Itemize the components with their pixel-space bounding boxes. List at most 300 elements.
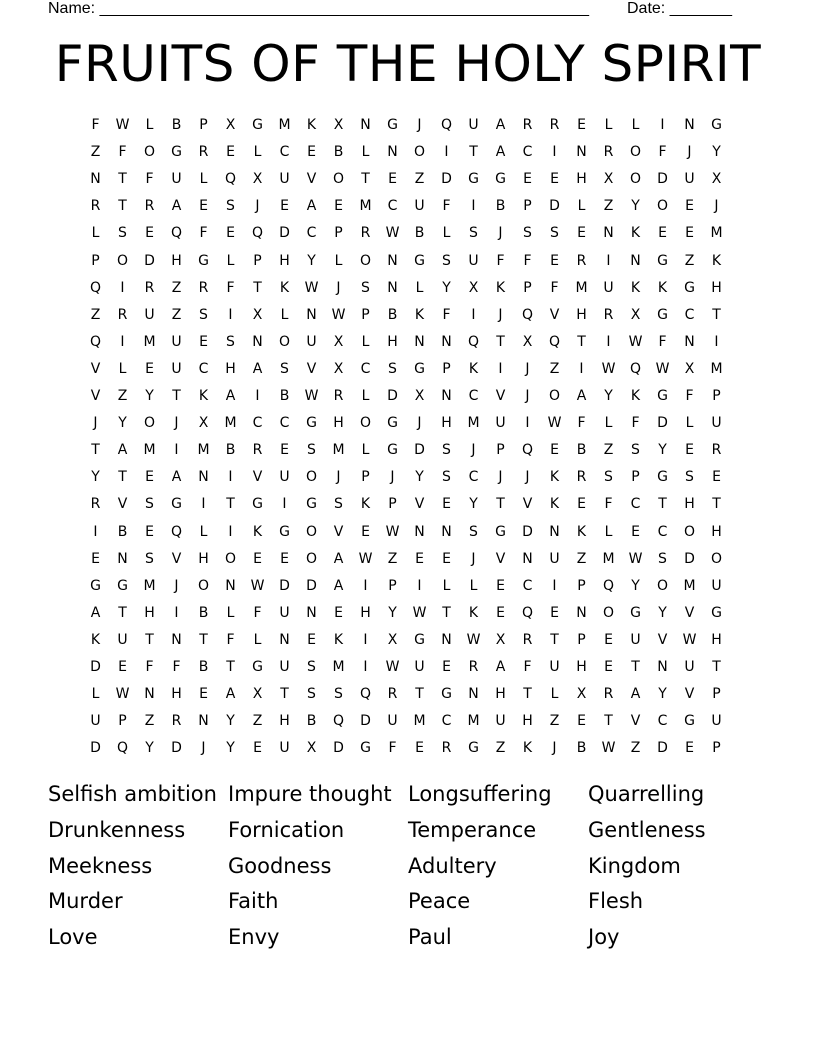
grid-letter[interactable]: L [550, 686, 560, 703]
grid-letter[interactable]: W [385, 225, 401, 242]
grid-letter[interactable]: B [576, 442, 588, 459]
grid-letter[interactable]: P [334, 225, 344, 242]
grid-letter[interactable]: Y [226, 740, 236, 757]
grid-letter[interactable]: I [363, 631, 369, 648]
grid-letter[interactable]: V [90, 388, 102, 404]
grid-letter[interactable]: B [225, 442, 237, 459]
grid-letter[interactable]: Z [549, 713, 561, 730]
grid-letter[interactable]: P [388, 496, 398, 513]
grid-letter[interactable]: G [117, 577, 129, 594]
grid-letter[interactable]: T [712, 659, 722, 675]
grid-letter[interactable]: K [711, 252, 723, 269]
grid-letter[interactable]: L [118, 360, 128, 377]
grid-letter[interactable]: B [306, 713, 318, 730]
grid-letter[interactable]: T [577, 333, 587, 350]
grid-letter[interactable]: H [171, 252, 183, 269]
grid-letter[interactable]: X [576, 686, 588, 703]
grid-letter[interactable]: U [630, 631, 642, 648]
grid-letter[interactable]: N [144, 686, 156, 703]
grid-letter[interactable]: R [522, 631, 534, 648]
grid-letter[interactable]: J [471, 550, 477, 567]
grid-letter[interactable]: K [468, 604, 480, 621]
grid-letter[interactable]: G [171, 496, 183, 513]
grid-letter[interactable]: E [685, 198, 695, 215]
grid-letter[interactable]: T [91, 442, 101, 459]
grid-letter[interactable]: I [120, 279, 126, 296]
grid-letter[interactable]: G [495, 171, 507, 188]
grid-letter[interactable]: L [415, 279, 425, 296]
grid-letter[interactable]: J [714, 198, 720, 215]
grid-letter[interactable]: R [144, 198, 156, 215]
grid-letter[interactable]: G [252, 496, 264, 513]
grid-letter[interactable]: I [174, 442, 180, 459]
grid-letter[interactable]: U [171, 333, 183, 350]
grid-letter[interactable]: U [171, 171, 183, 188]
grid-letter[interactable]: Q [521, 604, 535, 621]
grid-letter[interactable]: P [523, 198, 533, 215]
grid-letter[interactable]: Y [415, 469, 425, 486]
grid-letter[interactable]: Z [144, 713, 156, 730]
grid-letter[interactable]: E [415, 550, 425, 567]
grid-letter[interactable]: F [496, 252, 506, 269]
grid-letter[interactable]: U [90, 713, 102, 730]
grid-letter[interactable]: K [657, 279, 669, 296]
grid-letter[interactable]: N [441, 388, 453, 404]
grid-letter[interactable]: H [360, 604, 372, 621]
grid-letter[interactable]: C [684, 306, 696, 323]
grid-letter[interactable]: B [495, 198, 507, 215]
grid-letter[interactable]: L [226, 604, 236, 621]
grid-letter[interactable]: D [522, 523, 534, 540]
grid-letter[interactable]: F [577, 415, 587, 432]
grid-letter[interactable]: D [657, 415, 669, 432]
grid-letter[interactable]: M [332, 442, 346, 459]
grid-letter[interactable]: Z [603, 442, 615, 459]
grid-letter[interactable]: Q [116, 740, 130, 757]
grid-letter[interactable]: R [360, 225, 372, 242]
grid-letter[interactable]: P [361, 469, 371, 486]
grid-letter[interactable]: T [280, 686, 290, 703]
grid-letter[interactable]: S [469, 225, 479, 242]
grid-letter[interactable]: O [413, 144, 427, 161]
grid-letter[interactable]: F [604, 496, 614, 513]
grid-letter[interactable]: E [685, 225, 695, 242]
grid-letter[interactable]: K [630, 388, 642, 404]
grid-letter[interactable]: L [631, 117, 641, 133]
grid-letter[interactable]: Q [359, 686, 373, 703]
grid-letter[interactable]: M [332, 659, 346, 675]
grid-letter[interactable]: T [550, 631, 560, 648]
grid-letter[interactable]: T [145, 631, 155, 648]
grid-letter[interactable]: R [333, 388, 345, 404]
grid-letter[interactable]: M [143, 577, 157, 594]
grid-letter[interactable]: O [359, 252, 373, 269]
grid-letter[interactable]: N [657, 659, 669, 675]
grid-letter[interactable]: K [522, 740, 534, 757]
grid-letter[interactable]: W [682, 631, 698, 648]
grid-letter[interactable]: O [143, 415, 157, 432]
grid-letter[interactable]: F [523, 252, 533, 269]
grid-letter[interactable]: E [280, 442, 290, 459]
grid-letter[interactable]: X [333, 360, 345, 377]
grid-letter[interactable]: E [199, 333, 209, 350]
grid-letter[interactable]: H [144, 604, 156, 621]
grid-letter[interactable]: O [332, 171, 346, 188]
grid-letter[interactable]: G [252, 659, 264, 675]
grid-letter[interactable]: I [552, 144, 558, 161]
grid-letter[interactable]: T [226, 659, 236, 675]
grid-letter[interactable]: S [631, 442, 641, 459]
grid-letter[interactable]: N [306, 306, 318, 323]
grid-letter[interactable]: S [442, 442, 452, 459]
grid-letter[interactable]: Q [521, 306, 535, 323]
grid-letter[interactable]: K [630, 225, 642, 242]
grid-letter[interactable]: O [116, 252, 130, 269]
grid-letter[interactable]: C [387, 198, 399, 215]
grid-letter[interactable]: P [712, 388, 722, 404]
grid-letter[interactable]: W [601, 360, 617, 377]
grid-letter[interactable]: U [279, 659, 291, 675]
grid-letter[interactable]: P [523, 279, 533, 296]
grid-letter[interactable]: N [387, 279, 399, 296]
grid-letter[interactable]: P [118, 713, 128, 730]
grid-letter[interactable]: O [656, 577, 670, 594]
grid-letter[interactable]: Y [469, 496, 479, 513]
grid-letter[interactable]: C [657, 713, 669, 730]
grid-letter[interactable]: S [145, 550, 155, 567]
grid-letter[interactable]: F [388, 740, 398, 757]
grid-letter[interactable]: N [441, 523, 453, 540]
grid-letter[interactable]: K [414, 306, 426, 323]
grid-letter[interactable]: W [547, 415, 563, 432]
grid-letter[interactable]: O [305, 550, 319, 567]
grid-letter[interactable]: S [685, 469, 695, 486]
grid-letter[interactable]: Y [226, 713, 236, 730]
grid-letter[interactable]: S [307, 686, 317, 703]
grid-letter[interactable]: A [495, 659, 507, 675]
grid-letter[interactable]: Z [387, 550, 399, 567]
grid-letter[interactable]: R [711, 442, 723, 459]
grid-letter[interactable]: D [360, 713, 372, 730]
grid-letter[interactable]: V [684, 604, 696, 621]
grid-letter[interactable]: L [91, 225, 101, 242]
grid-letter[interactable]: W [601, 740, 617, 757]
grid-letter[interactable]: H [711, 631, 723, 648]
date-field[interactable]: Date: _______ [627, 0, 732, 17]
grid-letter[interactable]: P [631, 469, 641, 486]
grid-letter[interactable]: E [388, 171, 398, 188]
grid-letter[interactable]: L [604, 523, 614, 540]
grid-letter[interactable]: F [172, 659, 182, 675]
grid-letter[interactable]: G [468, 171, 480, 188]
grid-letter[interactable]: R [522, 117, 534, 133]
grid-letter[interactable]: V [684, 686, 696, 703]
grid-letter[interactable]: G [441, 686, 453, 703]
grid-letter[interactable]: Z [630, 740, 642, 757]
grid-letter[interactable]: Q [170, 523, 184, 540]
grid-letter[interactable]: C [630, 496, 642, 513]
name-field[interactable]: Name: _______________________________________________________ [48, 0, 589, 17]
grid-letter[interactable]: L [253, 631, 263, 648]
grid-letter[interactable]: V [495, 550, 507, 567]
grid-letter[interactable]: Q [629, 360, 643, 377]
grid-letter[interactable]: E [442, 496, 452, 513]
grid-letter[interactable]: T [226, 496, 236, 513]
grid-letter[interactable]: G [414, 631, 426, 648]
grid-letter[interactable]: R [549, 117, 561, 133]
grid-letter[interactable]: C [360, 360, 372, 377]
grid-letter[interactable]: U [468, 252, 480, 269]
grid-letter[interactable]: T [496, 333, 506, 350]
grid-letter[interactable]: N [549, 523, 561, 540]
grid-letter[interactable]: U [279, 604, 291, 621]
grid-letter[interactable]: X [684, 360, 696, 377]
grid-letter[interactable]: U [279, 171, 291, 188]
grid-letter[interactable]: S [226, 198, 236, 215]
grid-letter[interactable]: J [525, 388, 531, 404]
grid-letter[interactable]: I [255, 388, 261, 404]
grid-letter[interactable]: D [657, 171, 669, 188]
grid-letter[interactable]: A [225, 388, 237, 404]
grid-letter[interactable]: H [387, 333, 399, 350]
grid-letter[interactable]: D [90, 740, 102, 757]
grid-letter[interactable]: L [361, 388, 371, 404]
grid-letter[interactable]: F [226, 279, 236, 296]
grid-letter[interactable]: D [333, 740, 345, 757]
grid-letter[interactable]: V [306, 360, 318, 377]
grid-letter[interactable]: R [441, 740, 453, 757]
grid-letter[interactable]: J [201, 740, 207, 757]
grid-letter[interactable]: E [253, 740, 263, 757]
grid-letter[interactable]: O [143, 144, 157, 161]
grid-letter[interactable]: C [657, 523, 669, 540]
grid-letter[interactable]: S [523, 225, 533, 242]
grid-letter[interactable]: J [174, 577, 180, 594]
grid-letter[interactable]: P [91, 252, 101, 269]
grid-letter[interactable]: R [198, 144, 210, 161]
grid-letter[interactable]: N [414, 333, 426, 350]
grid-letter[interactable]: I [606, 252, 612, 269]
grid-letter[interactable]: S [280, 360, 290, 377]
grid-letter[interactable]: G [711, 604, 723, 621]
grid-letter[interactable]: R [90, 198, 102, 215]
grid-letter[interactable]: E [253, 550, 263, 567]
grid-letter[interactable]: W [466, 631, 482, 648]
grid-letter[interactable]: O [359, 415, 373, 432]
grid-letter[interactable]: F [631, 415, 641, 432]
grid-letter[interactable]: H [711, 523, 723, 540]
grid-letter[interactable]: K [360, 496, 372, 513]
grid-letter[interactable]: O [602, 604, 616, 621]
grid-letter[interactable]: T [631, 659, 641, 675]
grid-letter[interactable]: G [252, 117, 264, 133]
grid-letter[interactable]: S [226, 333, 236, 350]
grid-letter[interactable]: H [522, 713, 534, 730]
grid-letter[interactable]: U [468, 117, 480, 133]
grid-letter[interactable]: N [441, 631, 453, 648]
grid-letter[interactable]: W [655, 360, 671, 377]
grid-letter[interactable]: M [683, 577, 697, 594]
grid-letter[interactable]: R [603, 306, 615, 323]
grid-letter[interactable]: J [498, 225, 504, 242]
grid-letter[interactable]: L [442, 577, 452, 594]
grid-letter[interactable]: L [442, 225, 452, 242]
grid-letter[interactable]: O [305, 523, 319, 540]
grid-letter[interactable]: X [711, 171, 723, 188]
grid-letter[interactable]: K [630, 279, 642, 296]
grid-letter[interactable]: C [468, 388, 480, 404]
grid-letter[interactable]: G [387, 415, 399, 432]
grid-letter[interactable]: H [225, 360, 237, 377]
grid-letter[interactable]: U [711, 577, 723, 594]
grid-letter[interactable]: B [333, 144, 345, 161]
grid-letter[interactable]: E [226, 225, 236, 242]
grid-letter[interactable]: C [306, 225, 318, 242]
grid-letter[interactable]: U [684, 659, 696, 675]
grid-letter[interactable]: W [358, 550, 374, 567]
grid-letter[interactable]: J [525, 360, 531, 377]
grid-letter[interactable]: T [118, 198, 128, 215]
grid-letter[interactable]: N [198, 713, 210, 730]
grid-letter[interactable]: Q [332, 713, 346, 730]
grid-letter[interactable]: Z [576, 550, 588, 567]
grid-letter[interactable]: K [333, 631, 345, 648]
grid-letter[interactable]: F [658, 333, 668, 350]
grid-letter[interactable]: N [576, 604, 588, 621]
grid-letter[interactable]: X [333, 333, 345, 350]
grid-letter[interactable]: E [145, 225, 155, 242]
grid-letter[interactable]: D [657, 740, 669, 757]
grid-letter[interactable]: A [171, 198, 183, 215]
grid-letter[interactable]: D [414, 442, 426, 459]
grid-letter[interactable]: K [495, 279, 507, 296]
grid-letter[interactable]: U [171, 360, 183, 377]
grid-letter[interactable]: Q [602, 577, 616, 594]
grid-letter[interactable]: W [385, 659, 401, 675]
grid-letter[interactable]: D [279, 225, 291, 242]
grid-letter[interactable]: M [710, 225, 724, 242]
grid-letter[interactable]: U [684, 171, 696, 188]
grid-letter[interactable]: P [577, 631, 587, 648]
grid-letter[interactable]: M [224, 415, 238, 432]
grid-letter[interactable]: E [280, 198, 290, 215]
grid-letter[interactable]: R [90, 496, 102, 513]
grid-letter[interactable]: R [603, 144, 615, 161]
grid-letter[interactable]: T [658, 496, 668, 513]
grid-letter[interactable]: T [253, 279, 263, 296]
grid-letter[interactable]: G [684, 713, 696, 730]
grid-letter[interactable]: L [199, 171, 209, 188]
grid-letter[interactable]: E [604, 659, 614, 675]
grid-letter[interactable]: W [304, 279, 320, 296]
grid-letter[interactable]: R [576, 252, 588, 269]
grid-letter[interactable]: N [171, 631, 183, 648]
grid-letter[interactable]: X [252, 306, 264, 323]
grid-letter[interactable]: N [117, 550, 129, 567]
grid-letter[interactable]: W [628, 550, 644, 567]
grid-letter[interactable]: I [498, 360, 504, 377]
grid-letter[interactable]: M [143, 442, 157, 459]
grid-letter[interactable]: K [306, 117, 318, 133]
grid-letter[interactable]: X [225, 117, 237, 133]
grid-letter[interactable]: A [333, 550, 345, 567]
grid-letter[interactable]: J [336, 469, 342, 486]
grid-letter[interactable]: L [253, 144, 263, 161]
grid-letter[interactable]: C [441, 713, 453, 730]
grid-letter[interactable]: D [684, 550, 696, 567]
grid-letter[interactable]: L [91, 686, 101, 703]
grid-letter[interactable]: W [331, 306, 347, 323]
grid-letter[interactable]: I [525, 415, 531, 432]
grid-letter[interactable]: T [118, 171, 128, 188]
grid-letter[interactable]: S [307, 442, 317, 459]
grid-letter[interactable]: B [198, 659, 210, 675]
grid-letter[interactable]: E [334, 198, 344, 215]
grid-letter[interactable]: T [523, 686, 533, 703]
grid-letter[interactable]: L [361, 442, 371, 459]
grid-letter[interactable]: F [118, 144, 128, 161]
grid-letter[interactable]: Y [118, 415, 128, 432]
grid-letter[interactable]: Z [90, 144, 102, 161]
grid-letter[interactable]: M [197, 442, 211, 459]
grid-letter[interactable]: A [306, 198, 318, 215]
grid-letter[interactable]: Y [145, 740, 155, 757]
grid-letter[interactable]: B [198, 604, 210, 621]
grid-letter[interactable]: K [549, 469, 561, 486]
grid-letter[interactable]: N [684, 333, 696, 350]
grid-letter[interactable]: M [467, 713, 481, 730]
grid-letter[interactable]: E [199, 686, 209, 703]
grid-letter[interactable]: H [171, 686, 183, 703]
grid-letter[interactable]: B [576, 740, 588, 757]
grid-letter[interactable]: I [417, 577, 423, 594]
grid-letter[interactable]: H [198, 550, 210, 567]
grid-letter[interactable]: D [306, 577, 318, 594]
grid-letter[interactable]: O [656, 198, 670, 215]
grid-letter[interactable]: E [577, 496, 587, 513]
grid-letter[interactable]: D [144, 252, 156, 269]
grid-letter[interactable]: I [471, 306, 477, 323]
grid-letter[interactable]: L [199, 523, 209, 540]
grid-letter[interactable]: R [252, 442, 264, 459]
grid-letter[interactable]: G [171, 144, 183, 161]
grid-letter[interactable]: N [279, 631, 291, 648]
grid-letter[interactable]: M [278, 117, 292, 133]
grid-letter[interactable]: G [306, 496, 318, 513]
grid-letter[interactable]: E [631, 523, 641, 540]
grid-letter[interactable]: G [657, 388, 669, 404]
grid-letter[interactable]: X [495, 631, 507, 648]
grid-letter[interactable]: E [577, 713, 587, 730]
grid-letter[interactable]: A [90, 604, 102, 621]
grid-letter[interactable]: Z [171, 279, 183, 296]
grid-letter[interactable]: Y [604, 388, 614, 404]
grid-letter[interactable]: A [225, 686, 237, 703]
grid-letter[interactable]: H [711, 279, 723, 296]
grid-letter[interactable]: L [604, 415, 614, 432]
grid-letter[interactable]: T [712, 496, 722, 513]
grid-letter[interactable]: L [226, 252, 236, 269]
grid-letter[interactable]: Z [90, 306, 102, 323]
grid-letter[interactable]: D [441, 171, 453, 188]
grid-letter[interactable]: X [603, 171, 615, 188]
grid-letter[interactable]: M [413, 713, 427, 730]
grid-letter[interactable]: K [279, 279, 291, 296]
grid-letter[interactable]: W [385, 523, 401, 540]
grid-letter[interactable]: T [118, 604, 128, 621]
grid-letter[interactable]: F [550, 279, 560, 296]
grid-letter[interactable]: Q [521, 442, 535, 459]
